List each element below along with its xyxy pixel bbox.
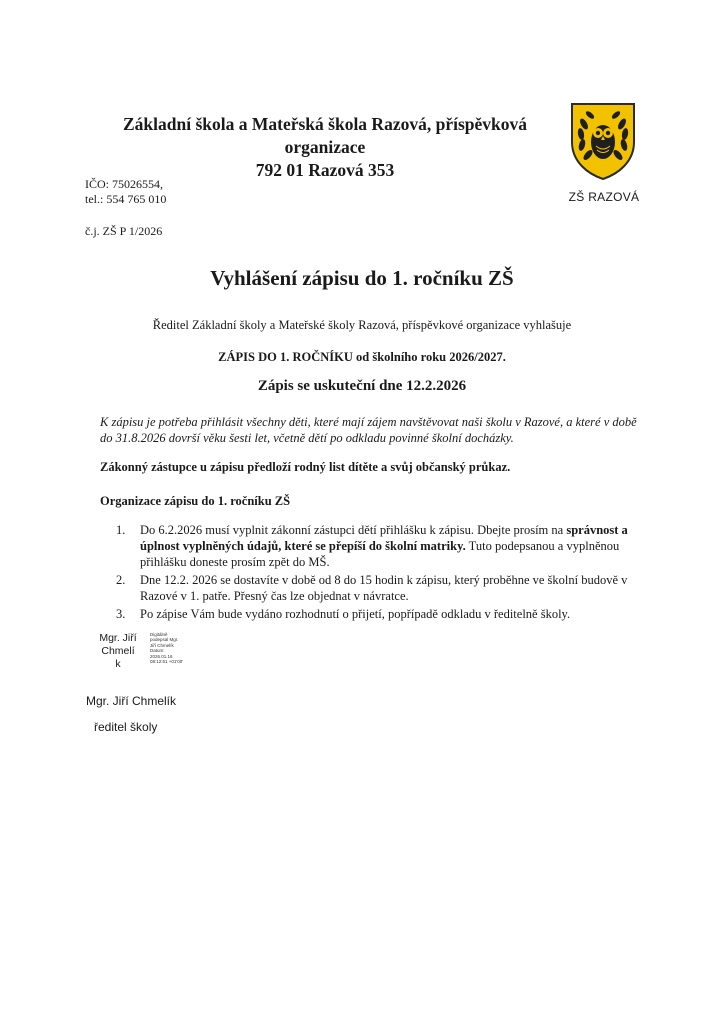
list-item-number: 3. [116,607,126,621]
organization-heading: Organizace zápisu do 1. ročníku ZŠ [100,494,291,508]
signature-detail-line: Datum: [150,648,165,654]
list-item-text: Dne 12.2. 2026 se dostavíte v době od 8 do 15 hodin k zápisu, který proběhne ve školní budově v Razové v 1. patře. Přesný čas lze objednat v návratce. [140,573,628,603]
school-name-heading [60,113,590,182]
signature-detail-line: Digitálně [150,632,168,637]
school-name-line: organizace [284,137,366,157]
list-item-text: Po zápise Vám bude vydáno rozhodnutí o přijetí, popřípadě odkladu v ředitelně školy. [140,607,571,621]
logo-caption: ZŠ RAZOVÁ [568,190,640,204]
reference-number: č.j. ZŠ P 1/2026 [85,224,163,238]
contact-info [85,177,166,207]
required-documents: Zákonný zástupce u zápisu předloží rodný list dítěte a svůj občanský průkaz. [100,460,511,474]
ico-number: IČO: 75026554, [85,177,163,191]
list-item-text: Do 6.2.2026 musí vyplnit zákonní zástupci dětí přihlášku k zápisu. Dbejte prosím na [140,523,567,537]
digital-signature [94,632,214,678]
signature-name [94,632,142,671]
signature-name-line: Chmelí [101,645,135,657]
list-item [116,522,646,570]
phone-number: tel.: 554 765 010 [85,192,167,206]
signature-detail-line: 08:12:51 +01'00' [150,659,184,665]
enrollment-date: Zápis se uskuteční dne 12.2.2026 [257,378,467,394]
intro-line: Ředitel Základní školy a Mateřské školy Razová, příspěvkové organizace vyhlašuje [152,318,572,332]
list-item-number: 1. [116,523,126,537]
signer-name: Mgr. Jiří Chmelík [86,694,177,708]
signer-role: ředitel školy [94,720,158,734]
list-item-text: Tuto podepsanou a vyplněnou přihlášku doneste prosím zpět do MŠ. [140,539,620,569]
signature-detail-line: 2026.01.16 [150,653,173,659]
signature-name-line: k [115,658,121,670]
school-address: 792 01 Razová 353 [255,160,395,180]
list-item [116,606,646,622]
signature-detail-line: Jiří Chmelík [150,642,174,648]
eligibility-paragraph: K zápisu je potřeba přihlásit všechny děti, které mají zájem navštěvovat naši školu v Razové, a které v době do 31.8.2026 dovrší věku šesti let, včetně dětí po odkladu povinné školní docházky. [100,415,637,445]
enrollment-steps-list [116,522,646,624]
signature-detail-line: podepsal Mgr. [150,637,179,643]
signature-name-line: Mgr. Jiří [99,632,137,644]
list-item-emphasis: správnost a úplnost vyplněných údajů, které se přepíší do školní matriky. [140,523,628,553]
owl-icon [591,125,615,159]
list-item [116,572,646,604]
enrollment-announcement: ZÁPIS DO 1. ROČNÍKU od školního roku 2026/2027. [218,350,506,364]
list-item-number: 2. [116,573,126,587]
school-name-line: Základní škola a Mateřská škola Razová, příspěvková [122,114,527,134]
document-title: Vyhlášení zápisu do 1. ročníku ZŠ [210,266,514,290]
school-crest-logo [570,102,636,180]
signature-details [150,632,214,664]
